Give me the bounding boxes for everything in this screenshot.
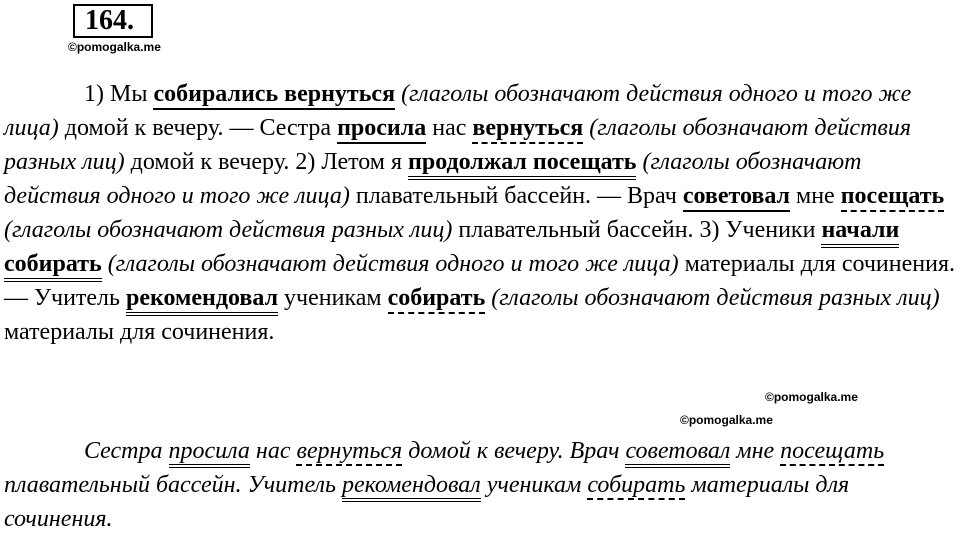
predicate: просила — [169, 438, 250, 468]
predicate: продолжал посещать — [408, 149, 636, 180]
object: собирать — [388, 285, 486, 314]
text: ученикам — [278, 285, 388, 311]
text: плавательный бассейн. Учитель — [4, 472, 342, 498]
text: нас — [426, 115, 473, 141]
note: (глаголы обозначают действия одного и того же лица) — [4, 149, 862, 209]
object: посещать — [780, 438, 885, 464]
note: (глаголы обозначают действия одного и того же лица) — [4, 81, 912, 141]
note: (глаголы обозначают действия разных лиц) — [4, 115, 911, 175]
predicate: просила — [337, 115, 426, 144]
text: 1) Мы — [84, 81, 154, 107]
text: мне — [730, 438, 781, 464]
text: материалы для сочинения. — [4, 472, 850, 532]
text: материалы для сочинения. — [4, 319, 275, 345]
text: ученикам — [480, 472, 588, 498]
watermark: ©pomogalka.me — [765, 390, 858, 404]
predicate: собирались вернуться — [153, 81, 395, 110]
text: домой к вечеру. 2) Летом я — [124, 149, 409, 175]
watermark: ©pomogalka.me — [680, 413, 773, 427]
text: плавательный бассейн. 3) Ученики — [452, 217, 822, 243]
object: вернуться — [296, 438, 403, 464]
predicate: советовал — [683, 183, 790, 212]
predicate: рекомендовал — [342, 472, 481, 502]
text: домой к вечеру. — Сестра — [58, 115, 338, 141]
text: материалы для сочинения. — Учитель — [4, 251, 955, 311]
predicate: рекомендовал — [126, 285, 278, 316]
object: вернуться — [472, 115, 583, 144]
exercise-number: 164. — [73, 4, 153, 38]
text: нас — [249, 438, 297, 464]
note: (глаголы обозначают действия разных лиц) — [4, 217, 453, 243]
object: собирать — [587, 472, 686, 498]
predicate: советовал — [625, 438, 730, 468]
example-paragraph — [4, 434, 956, 536]
predicate: начали собирать — [4, 217, 899, 282]
text: домой к вечеру. Врач — [402, 438, 626, 464]
note: (глаголы обозначают действия одного и того же лица) — [107, 251, 679, 277]
note: (глаголы обозначают действия разных лиц) — [491, 285, 940, 311]
text: мне — [790, 183, 841, 209]
answer-paragraph — [4, 77, 956, 349]
watermark: ©pomogalka.me — [68, 40, 161, 54]
text: Сестра — [84, 438, 169, 464]
object: посещать — [841, 183, 945, 212]
text: плавательный бассейн. — Врач — [349, 183, 683, 209]
